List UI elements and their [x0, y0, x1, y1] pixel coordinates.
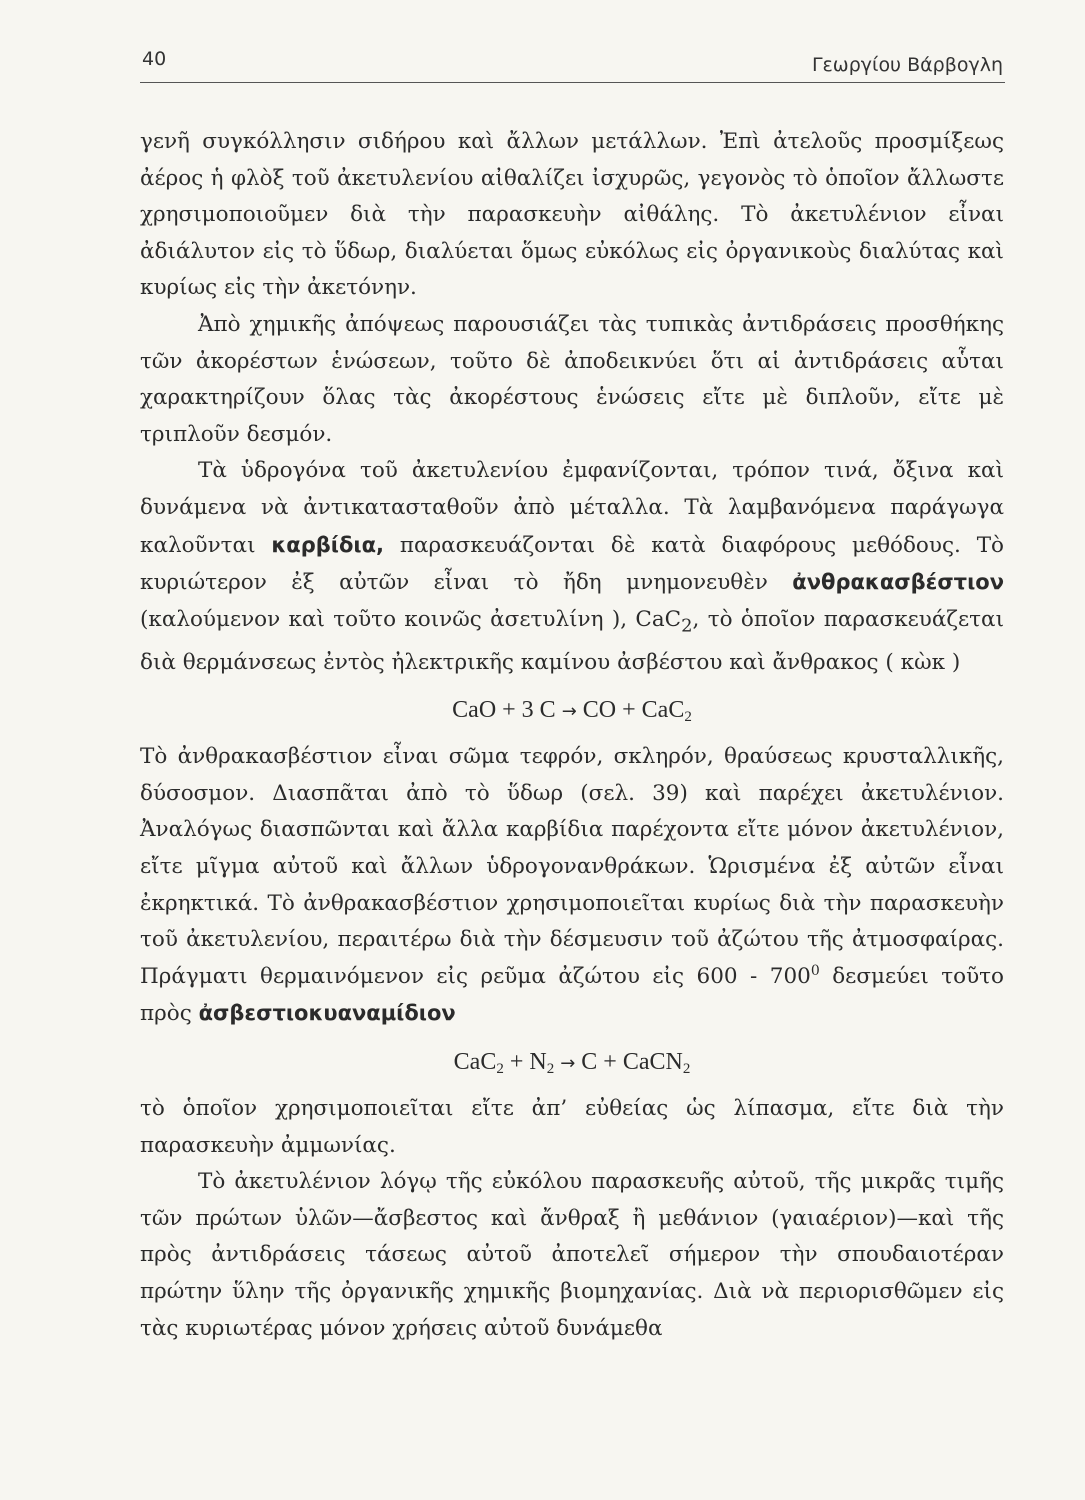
- p3-text-3: (καλούμενον καὶ τοῦτο κοινῶς ἀσετυλίνη ), CaC: [140, 606, 682, 632]
- paragraph-5: τὸ ὁποῖον χρησιμοποιεῖται εἴτε ἀπ’ εὐθείας ὡς λίπασμα, εἴτε διὰ τὴν παρασκευὴν ἀμμωνίας.: [140, 1095, 1004, 1158]
- body-text: [140, 124, 1004, 1347]
- reaction-arrow-icon: →: [561, 701, 577, 723]
- p4-text-1: Τὸ ἀνθρακασβέστιον εἶναι σῶμα τεφρόν, σκληρόν, θραύσεως κρυσταλλικῆς, δύσοσμον. Διασπᾶται ἀπὸ τὸ ὕδωρ (σελ. 39) καὶ παρέχει ἀκετυλένιον. Ἀναλόγως διασπῶνται καὶ ἄλλα καρβίδια παρέχοντα εἴτε μόνον ἀκετυλένιον, εἴτε μῖγμα αὐτοῦ καὶ ἄλλων ὑδρογονανθράκων. Ὡρισμένα ἐξ αὐτῶν εἶναι ἐκρηκτικά. Τὸ ἀνθρακασβέστιον χρησιμοποιεῖται κυρίως διὰ τὴν παρασκευὴν τοῦ ἀκετυλενίου, περαιτέρω διὰ τὴν δέσμευσιν τοῦ ἀζώτου τῆς ἀτμοσφαίρας. Πράγματι θερμαινόμενον εἰς ρεῦμα ἀζώτου εἰς 600 - 700: [140, 744, 1004, 989]
- eq1-lhs: CaO + 3 C: [452, 697, 556, 724]
- term-calcium-cyanamide: ἀσβεστιοκυαναμίδιον: [198, 1001, 456, 1026]
- eq2-b-subscript: 2: [546, 1060, 555, 1077]
- paragraph-2: Ἀπὸ χημικῆς ἀπόψεως παρουσιάζει τὰς τυπικὰς ἀντιδράσεις προσθήκης τῶν ἀκορέστων ἑνώσεων, τοῦτο δὲ ἀποδεικνύει ὅτι αἱ ἀντιδράσεις αὗται χαρακτηρίζουν ὅλας τὰς ἀκορέστους ἑνώσεις εἴτε μὲ διπλοῦν, εἴτε μὲ τριπλοῦν δεσμόν.: [140, 311, 1004, 447]
- p4-degree-sup: 0: [810, 962, 820, 979]
- equation-1: [140, 689, 1004, 733]
- equation-2: [140, 1041, 1004, 1085]
- p4-text-2: δεσμεύει τοῦτο πρὸς: [140, 963, 1004, 1027]
- page-header: [140, 42, 1005, 83]
- reaction-arrow-icon: →: [560, 1052, 576, 1074]
- p3-subscript: 2: [681, 615, 693, 637]
- running-head-author: Γεωργίου Βάρβογλη: [811, 54, 1003, 76]
- eq2-a-subscript: 2: [496, 1060, 504, 1077]
- p3-text-1: Τὰ ὑδρογόνα τοῦ ἀκετυλενίου ἐμφανίζονται, τρόπον τινά, ὄξινα καὶ δυνάμενα νὰ ἀντικατασταθοῦν ἀπὸ μέταλλα. Τὰ λαμβανόμενα παράγωγα καλοῦνται: [140, 458, 1004, 558]
- eq1-rhs: CO + CaC: [582, 697, 685, 724]
- paragraph-3: [140, 453, 1004, 681]
- eq2-b: + N: [503, 1048, 547, 1075]
- eq1-rhs-subscript: 2: [684, 709, 692, 726]
- eq2-a: CaC: [453, 1048, 497, 1075]
- term-calcium-carbide: ἀνθρακασβέστιον: [792, 570, 1004, 595]
- paragraph-4: [140, 739, 1004, 1033]
- eq2-c-subscript: 2: [682, 1060, 691, 1077]
- term-carbides: καρβίδια,: [271, 532, 384, 557]
- paragraph-1: γενῆ συγκόλλησιν σιδήρου καὶ ἄλλων μετάλλων. Ἐπὶ ἀτελοῦς προσμίξεως ἀέρος ἡ φλὸξ τοῦ ἀκετυλενίου αἰθαλίζει ἰσχυρῶς, γεγονὸς τὸ ὁποῖον ἄλλωστε χρησιμοποιοῦμεν διὰ τὴν παρασκευὴν αἰθάλης. Τὸ ἀκετυλένιον εἶναι ἀδιάλυτον εἰς τὸ ὕδωρ, διαλύεται ὅμως εὐκόλως εἰς ὀργανικοὺς διαλύτας καὶ κυρίως εἰς τὴν ἀκετόνην.: [140, 129, 1004, 301]
- eq2-c: C + CaCN: [581, 1048, 683, 1075]
- p3-text-4: , τὸ ὁποῖον παρασκευάζεται διὰ θερμάνσεως ἐντὸς ἠλεκτρικῆς καμίνου ἀσβέστου καὶ ἄνθρακος ( κὼκ ): [140, 606, 1004, 675]
- p3-text-2: παρασκευάζονται δὲ κατὰ διαφόρους μεθόδους. Τὸ κυριώτερον ἐξ αὐτῶν εἶναι τὸ ἤδη μνημονευθὲν: [140, 532, 1004, 596]
- paragraph-6: Τὸ ἀκετυλένιον λόγῳ τῆς εὐκόλου παρασκευῆς αὐτοῦ, τῆς μικρᾶς τιμῆς τῶν πρώτων ὑλῶν—ἄσβεστος καὶ ἄνθραξ ἢ μεθάνιον (γαιαέριον)—καὶ τῆς πρὸς ἀντιδράσεις τάσεως αὐτοῦ ἀποτελεῖ σήμερον τὴν σπουδαιοτέραν πρώτην ὕλην τῆς ὀργανικῆς χημικῆς βιομηχανίας. Διὰ νὰ περιορισθῶμεν εἰς τὰς κυριωτέρας μόνον χρήσεις αὐτοῦ δυνάμεθα: [140, 1169, 1004, 1341]
- page-number: 40: [142, 48, 167, 70]
